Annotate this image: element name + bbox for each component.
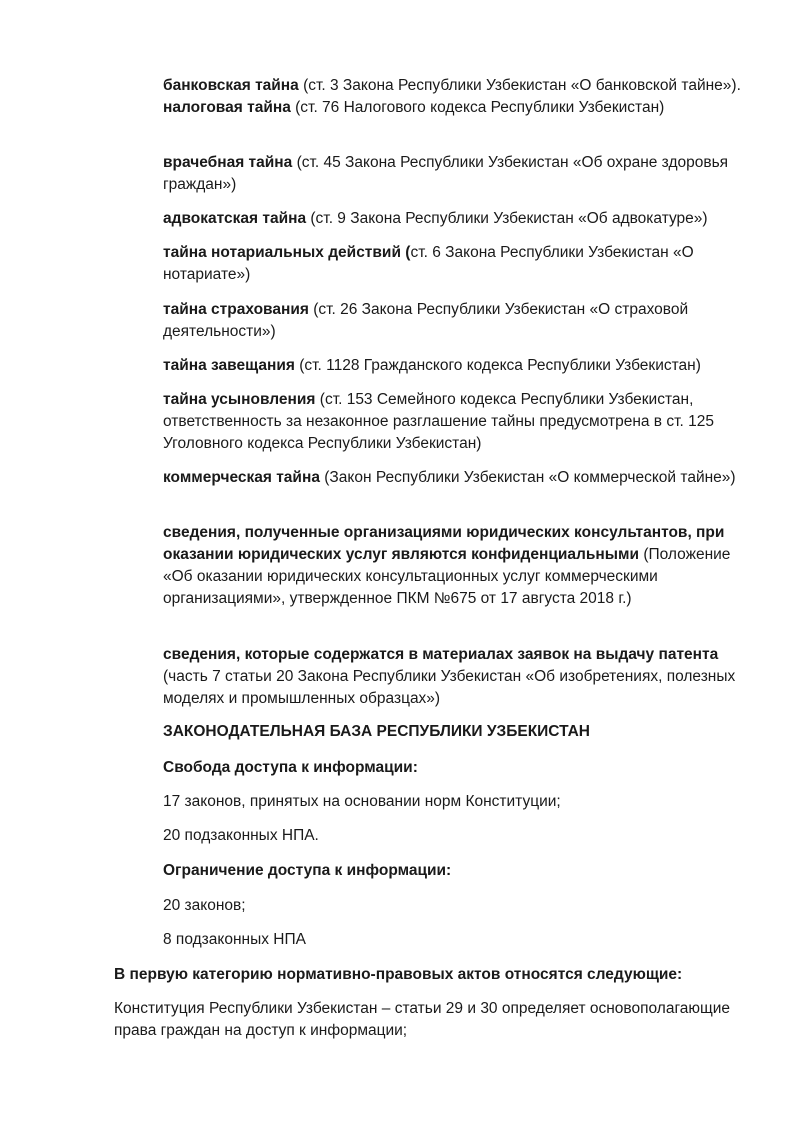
item-testament-secret [163,355,753,377]
reference: ст. 6 Закона Республики Узбекистан «О нотариате») [163,244,694,283]
item-lawyer-secret [163,208,753,230]
term: тайна усыновления [163,391,316,408]
restriction-bylaws: 8 подзаконных НПА [163,931,306,948]
reference: (Закон Республики Узбекистан «О коммерческой тайне») [319,469,736,486]
reference: (часть 7 статьи 20 Закона Республики Узбекистан «Об изобретениях, полезных моделях и промышленных образцах») [163,668,736,707]
term: тайна страхования [163,301,309,318]
item-legal-consultants [163,522,753,610]
restriction-title: Ограничение доступа к информации: [163,862,452,879]
reference: (ст. 3 Закона Республики Узбекистан «О банковской тайне»). [298,77,741,94]
item-insurance-secret [163,299,753,343]
reference: (ст. 45 Закона Республики Узбекистан «Об охране здоровья граждан») [163,154,729,193]
term: адвокатская тайна [163,210,307,227]
constitution-paragraph: Конституция Республики Узбекистан – статьи 29 и 30 определяет основополагающие права граждан на доступ к информации; [114,1000,731,1039]
reference: (ст. 76 Налогового кодекса Республики Узбекистан) [290,99,665,116]
item-adoption-secret [163,389,753,455]
item-bank-secret [163,75,753,119]
item-patent-applications [163,644,753,710]
reference: (ст. 9 Закона Республики Узбекистан «Об адвокатуре») [306,210,708,227]
term: врачебная тайна [163,154,293,171]
section-heading: ЗАКОНОДАТЕЛЬНАЯ БАЗА РЕСПУБЛИКИ УЗБЕКИСТАН [163,723,590,740]
category-heading: В первую категорию нормативно-правовых актов относятся следующие: [114,966,683,983]
reference: (ст. 1128 Гражданского кодекса Республики Узбекистан) [294,357,701,374]
freedom-laws: 17 законов, принятых на основании норм Конституции; [163,793,561,810]
term: тайна завещания [163,357,295,374]
term: налоговая тайна [163,99,291,116]
freedom-bylaws: 20 подзаконных НПА. [163,827,319,844]
reference: (Положение «Об оказании юридических консультационных услуг коммерческими организациями», утвержденное ПКМ №675 от 17 августа 2018 г.) [163,546,731,607]
reference: (ст. 26 Закона Республики Узбекистан «О страховой деятельности») [163,301,689,340]
term: тайна нотариальных действий ( [163,244,411,261]
reference: (ст. 153 Семейного кодекса Республики Узбекистан, ответственность за незаконное разглашение тайны предусмотрена в ст. 125 Уголовного кодекса Республики Узбекистан) [163,391,714,452]
freedom-title: Свобода доступа к информации: [163,759,418,776]
term: сведения, полученные организациями юридических консультантов, при оказании юридических услуг являются конфиденциальными [163,524,725,563]
term: банковская тайна [163,77,299,94]
term: коммерческая тайна [163,469,320,486]
item-commercial-secret [163,467,753,489]
item-medical-secret [163,152,753,196]
item-notary-secret [163,242,753,286]
term: сведения, которые содержатся в материалах заявок на выдачу патента [163,646,719,663]
restriction-laws: 20 законов; [163,897,246,914]
